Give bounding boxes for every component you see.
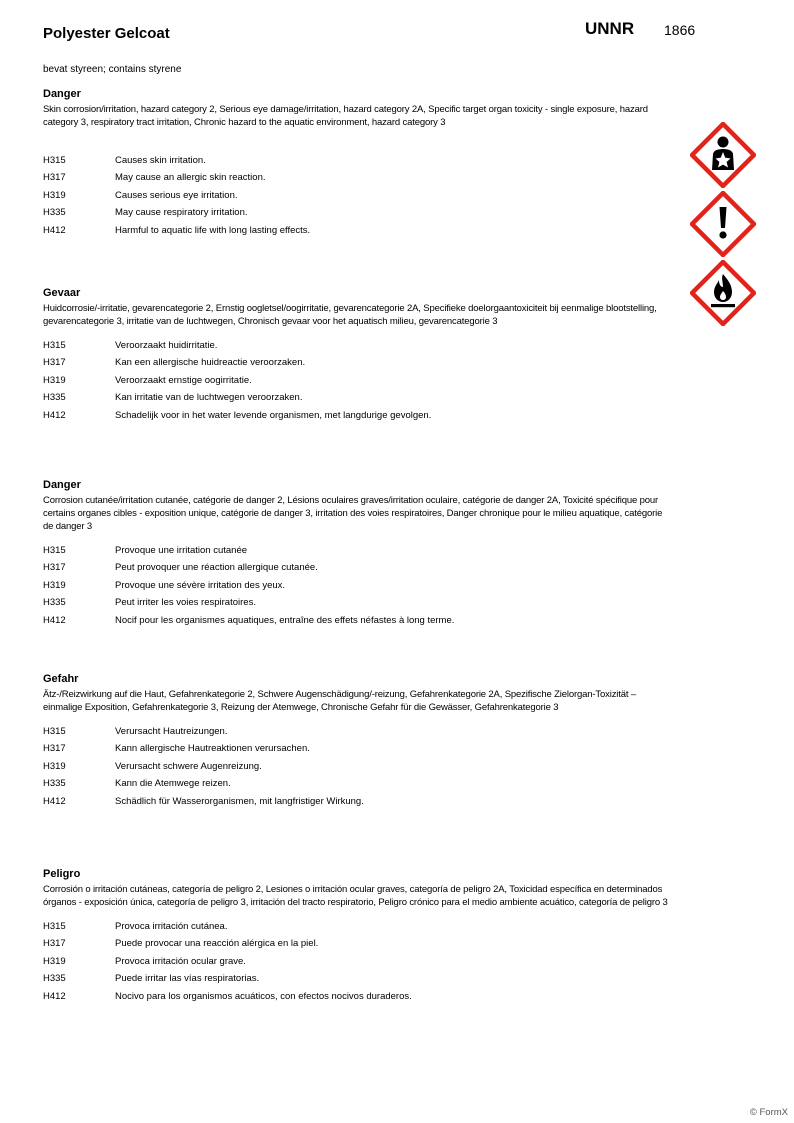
unnr-label: UNNR [585,19,635,38]
statement-code: H335 [43,778,66,790]
hazard-statement [43,970,668,987]
hazard-statement [43,187,668,204]
statement-text: Puede provocar una reacción alérgica en la piel. [115,938,319,950]
statement-code: H335 [43,392,66,404]
ghs-pictograms [690,122,756,329]
unnr-number: 1866 [664,22,696,38]
hazard-statement [43,988,668,1005]
section-description: Ätz-/Reizwirkung auf die Haut, Gefahrenkategorie 2, Schwere Augenschädigung/-reizung, Gefahrenkategorie 2A, Spezifische Zielorgan-Toxizität – einmalige Exposition, Gefahrenkategorie 3, Reizung der Atemwege, Chronische Gefahr für die Gewässer, Gefahrenkategorie 3 [43,689,636,713]
section-description: Corrosión o irritación cutáneas, categoría de peligro 2, Lesiones o irritación ocular graves, categoría de peligro 2A, Toxicidad específica en determinados órganos - exposición única, categoría de peligro 3, irritación del tracto respiratorio, Peligro crónico para el medio ambiente acuático, categoría de peligro 3 [43,884,668,908]
hazard-statement [43,337,668,354]
statement-code: H319 [43,579,66,591]
statement-code: H315 [43,545,66,556]
section-title: Danger [43,88,81,100]
statement-code: H315 [43,155,66,166]
hazard-section-es [43,868,668,1005]
hazard-statement [43,594,668,611]
section-title: Danger [43,479,81,491]
statement-text: Schädlich für Wasserorganismen, mit langfristiger Wirkung. [115,795,364,807]
section-description: Huidcorrosie/-irritatie, gevarencategorie 2, Ernstig oogletsel/oogirritatie, gevarencategorie 2A, Specifieke doelorgaantoxiciteit bij eenmalige blootstelling, gevarencategorie 3, irritatie van de luchtwegen, Chronisch gevaar voor het aquatisch milieu, gevarencategorie 3 [43,303,657,327]
statement-text: Harmful to aquatic life with long lasting effects. [115,224,311,236]
hazard-statement [43,577,668,594]
hazard-statement [43,723,668,740]
statement-code: H319 [43,189,66,201]
statement-code: H412 [43,990,66,1002]
statement-text: May cause respiratory irritation. [115,207,248,219]
hazard-statement [43,372,668,389]
hazard-section-nl [43,287,668,424]
statement-text: Nocivo para los organismos acuáticos, con efectos nocivos duraderos. [115,990,412,1002]
statement-code: H319 [43,760,66,772]
hazard-statement [43,204,668,221]
statement-code: H315 [43,726,66,737]
section-title: Gefahr [43,673,79,685]
statement-text: Verursacht schwere Augenreizung. [115,760,262,772]
hazard-statement [43,407,668,424]
statement-text: Provoque une irritation cutanée [115,545,248,556]
statement-text: Peut provoquer une réaction allergique cutanée. [115,562,318,574]
statement-code: H317 [43,357,66,369]
hazard-section-fr [43,479,668,629]
statement-text: Provoque une sévère irritation des yeux. [115,579,286,591]
hazard-statement [43,612,668,629]
flame-icon [690,260,756,326]
statement-code: H335 [43,973,66,985]
statement-text: Schadelijk voor in het water levende organismen, met langdurige gevolgen. [115,409,432,421]
product-title: Polyester Gelcoat [43,25,170,42]
statement-code: H317 [43,938,66,950]
statement-code: H412 [43,795,66,807]
hazard-statement [43,389,668,406]
statement-code: H412 [43,409,66,421]
statement-code: H319 [43,955,66,967]
copyright-footer: © FormX [749,1107,788,1118]
statement-text: Kan een allergische huidreactie veroorzaken. [115,357,306,369]
hazard-statement [43,222,668,239]
statement-text: Veroorzaakt ernstige oogirritatie. [115,374,252,386]
statement-text: Puede irritar las vías respiratorias. [115,973,260,985]
health-hazard-icon [690,122,756,188]
section-title: Gevaar [43,287,81,299]
section-description: Corrosion cutanée/irritation cutanée, catégorie de danger 2, Lésions oculaires graves/irritation oculaire, catégorie de danger 2A, Toxicité spécifique pour certains organes cibles - exposition unique, catégorie de danger 3, irritation des voies respiratoires, Danger chronique pour le milieu aquatique, catégorie de danger 3 [43,495,663,532]
hazard-statement [43,169,668,186]
statement-text: Kann die Atemwege reizen. [115,778,231,790]
hazard-statement [43,918,668,935]
hazard-statement [43,775,668,792]
statement-code: H335 [43,207,66,219]
statement-text: Verursacht Hautreizungen. [115,726,228,737]
statement-code: H412 [43,614,66,626]
statement-code: H317 [43,562,66,574]
hazard-statement [43,152,668,169]
statement-code: H315 [43,340,66,351]
product-subtitle: bevat styreen; contains styrene [43,64,182,75]
statement-text: Veroorzaakt huidirritatie. [115,340,218,351]
hazard-statement [43,542,668,559]
statement-text: May cause an allergic skin reaction. [115,172,266,184]
statement-text: Kan irritatie van de luchtwegen veroorzaken. [115,392,303,404]
section-title: Peligro [43,868,81,880]
hazard-statement [43,758,668,775]
hazard-statement [43,354,668,371]
statement-code: H315 [43,921,66,932]
statement-text: Causes serious eye irritation. [115,189,238,201]
statement-code: H319 [43,374,66,386]
statement-text: Provoca irritación ocular grave. [115,955,246,967]
statement-text: Kann allergische Hautreaktionen verursachen. [115,743,310,755]
hazard-statement [43,953,668,970]
exclamation-mark-icon [690,191,756,257]
hazard-statement [43,740,668,757]
statement-code: H317 [43,172,66,184]
hazard-statement [43,935,668,952]
statement-text: Peut irriter les voies respiratoires. [115,597,256,609]
hazard-statement [43,793,668,810]
hazard-statement [43,559,668,576]
statement-code: H412 [43,224,66,236]
hazard-section-en [43,88,668,239]
statement-code: H335 [43,597,66,609]
hazard-section-de [43,673,668,810]
statement-code: H317 [43,743,66,755]
statement-text: Causes skin irritation. [115,155,206,166]
statement-text: Nocif pour les organismes aquatiques, entraîne des effets néfastes à long terme. [115,614,455,626]
section-description: Skin corrosion/irritation, hazard category 2, Serious eye damage/irritation, hazard category 2A, Specific target organ toxicity - single exposure, hazard category 3, respiratory tract irritation, Chronic hazard to the aquatic environment, hazard category 3 [43,104,648,128]
statement-text: Provoca irritación cutánea. [115,921,228,932]
